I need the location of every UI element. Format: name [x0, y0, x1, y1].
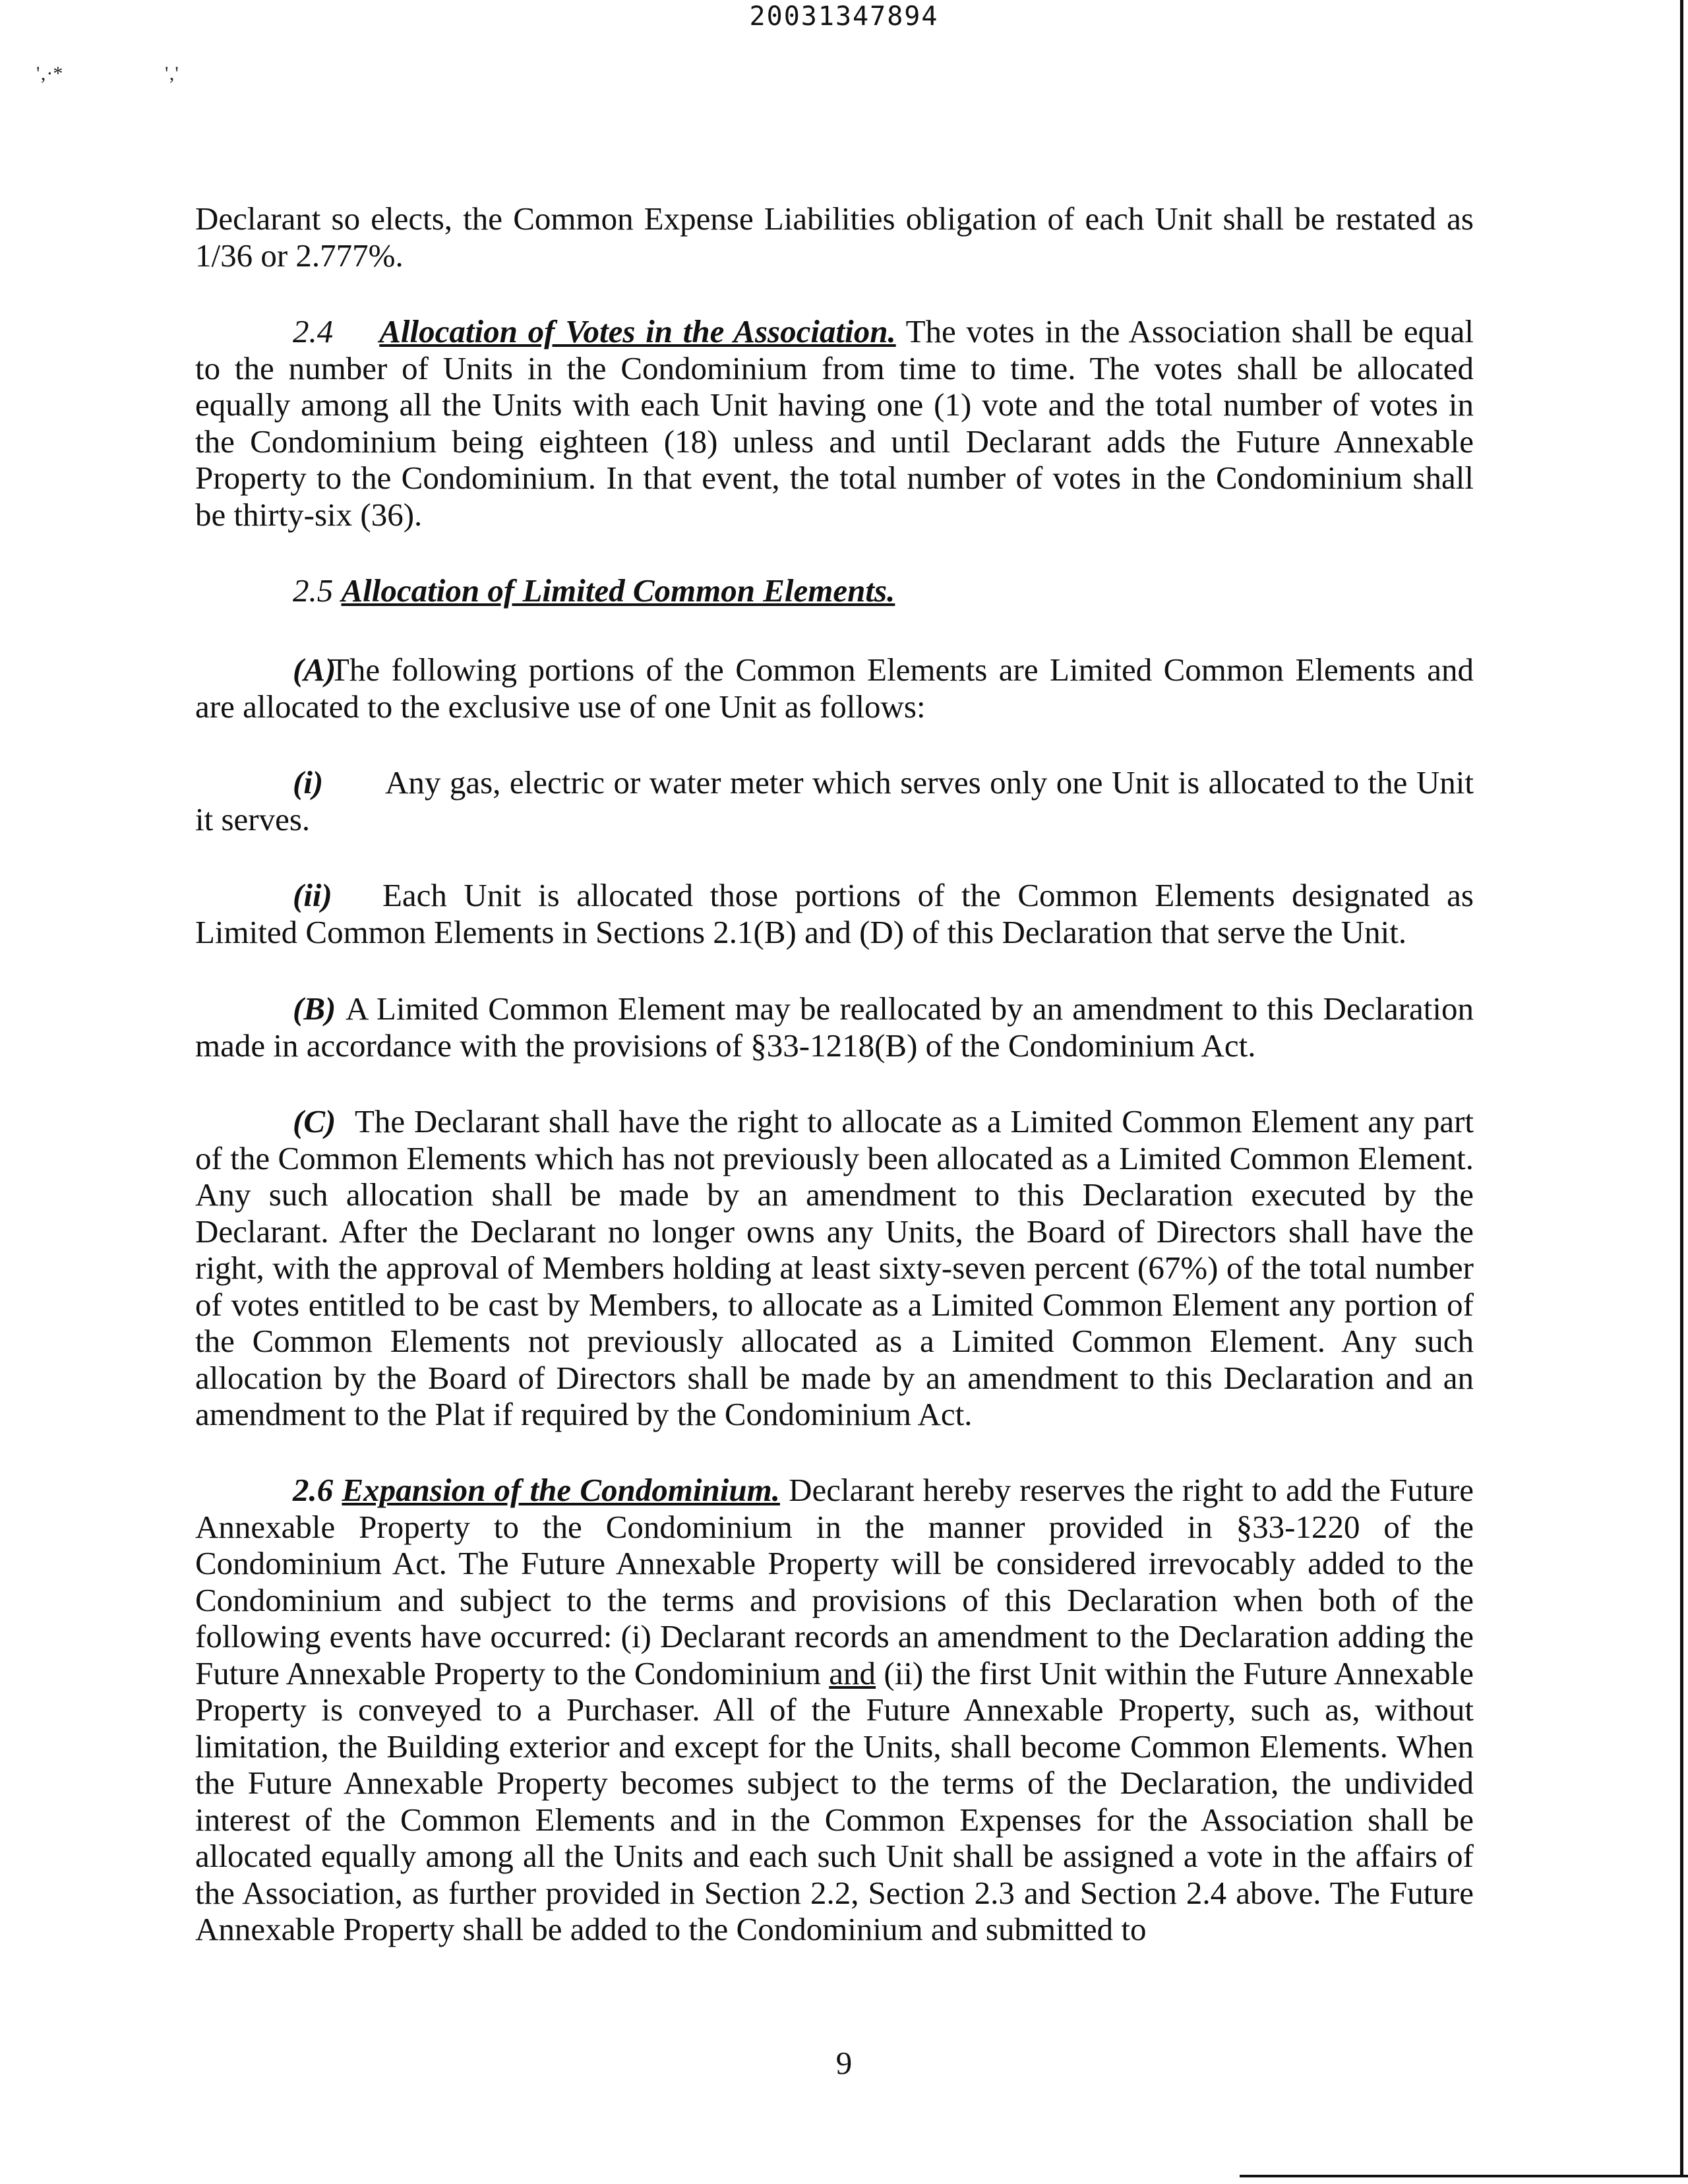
subsection-label: (ii) [293, 877, 332, 913]
subsection-label: (B) [293, 990, 336, 1027]
section-text: The votes in the Association shall be equal to the number of Units in the Condominium from time to time. The votes shall be allocated equally among all the Units with each Unit having one (1) vote and the total number of votes in the Condominium being eighteen (18) unless and until Declarant adds the Future Annexable Property to the Condominium. In that event, the total number of votes in the Condominium shall be thirty-six (36). [195, 313, 1474, 533]
subsection-c [195, 1103, 1474, 1433]
section-2-5-heading [195, 572, 1474, 609]
section-text: Declarant hereby reserves the right to add the Future Annexable Property to the Condominium in the manner provided in §33-1220 of the Condominium Act. The Future Annexable Property will be considered irrevocably added to the Condominium and subject to the terms and provisions of this Declaration when both of the following events have occurred: (i) Declarant records an amendment to the Declaration adding the Future Annexable Property to the Condominium [195, 1472, 1474, 1691]
section-number: 2.4 [293, 313, 334, 349]
subsection-ii [195, 877, 1474, 950]
scan-artifact: '‚·* [36, 63, 63, 84]
subsection-text: A Limited Common Element may be reallocated by an amendment to this Declaration made in accordance with the provisions of §33-1218(B) of the Condominium Act. [195, 990, 1474, 1064]
subsection-i [195, 764, 1474, 837]
subsection-text: The following portions of the Common Elements are Limited Common Elements and are allocated to the exclusive use of one Unit as follows: [195, 652, 1474, 725]
section-text-cont: (ii) the first Unit within the Future Annexable Property is conveyed to a Purchaser. All of the Future Annexable Property, such as, without limitation, the Building exterior and except for the Units, shall become Common Elements. When the Future Annexable Property becomes subject to the terms of the Declaration, the undivided interest of the Common Elements and in the Common Expenses for the Association shall be allocated equally among all the Units and each such Unit shall be assigned a vote in the affairs of the Association, as further provided in Section 2.2, Section 2.3 and Section 2.4 above. The Future Annexable Property shall be added to the Condominium and submitted to [195, 1654, 1474, 1947]
subsection-label: (C) [293, 1103, 336, 1139]
section-2-6 [195, 1472, 1474, 1948]
page-number: 9 [835, 2045, 853, 2081]
subsection-b [195, 990, 1474, 1064]
page-edge-right [1680, 0, 1683, 2177]
section-title: Allocation of Limited Common Elements. [341, 572, 895, 609]
paragraph-continuation: Declarant so elects, the Common Expense Liabilities obligation of each Unit shall be restated as 1/36 or 2.777%. [195, 200, 1474, 274]
underlined-and: and [829, 1654, 876, 1691]
section-title: Allocation of Votes in the Association. [379, 313, 896, 349]
document-number: 20031347894 [749, 1, 939, 32]
subsection-label: (i) [293, 764, 324, 801]
page-edge-bottom [1240, 2175, 1688, 2177]
section-number: 2.5 [293, 572, 334, 609]
subsection-a [195, 652, 1474, 725]
section-2-4 [195, 313, 1474, 533]
section-title: Expansion of the Condominium. [342, 1472, 780, 1508]
subsection-text: Each Unit is allocated those portions of the Common Elements designated as Limited Common Elements in Sections 2.1(B) and (D) of this Declaration that serve the Unit. [195, 877, 1474, 950]
section-number: 2.6 [293, 1472, 334, 1508]
subsection-text: Any gas, electric or water meter which serves only one Unit is allocated to the Unit it serves. [195, 764, 1474, 837]
subsection-text: The Declarant shall have the right to allocate as a Limited Common Element any part of the Common Elements which has not previously been allocated as a Limited Common Element. Any such allocation shall be made by an amendment to this Declaration executed by the Declarant. After the Declarant no longer owns any Units, the Board of Directors shall have the right, with the approval of Members holding at least sixty-seven percent (67%) of the total number of votes entitled to be cast by Members, to allocate as a Limited Common Element any portion of the Common Elements not previously allocated as a Limited Common Element. Any such allocation by the Board of Directors shall be made by an amendment to this Declaration and an amendment to the Plat if required by the Condominium Act. [195, 1103, 1474, 1432]
scan-artifact: '‚' [165, 63, 179, 84]
subsection-label: (A) [293, 652, 336, 688]
